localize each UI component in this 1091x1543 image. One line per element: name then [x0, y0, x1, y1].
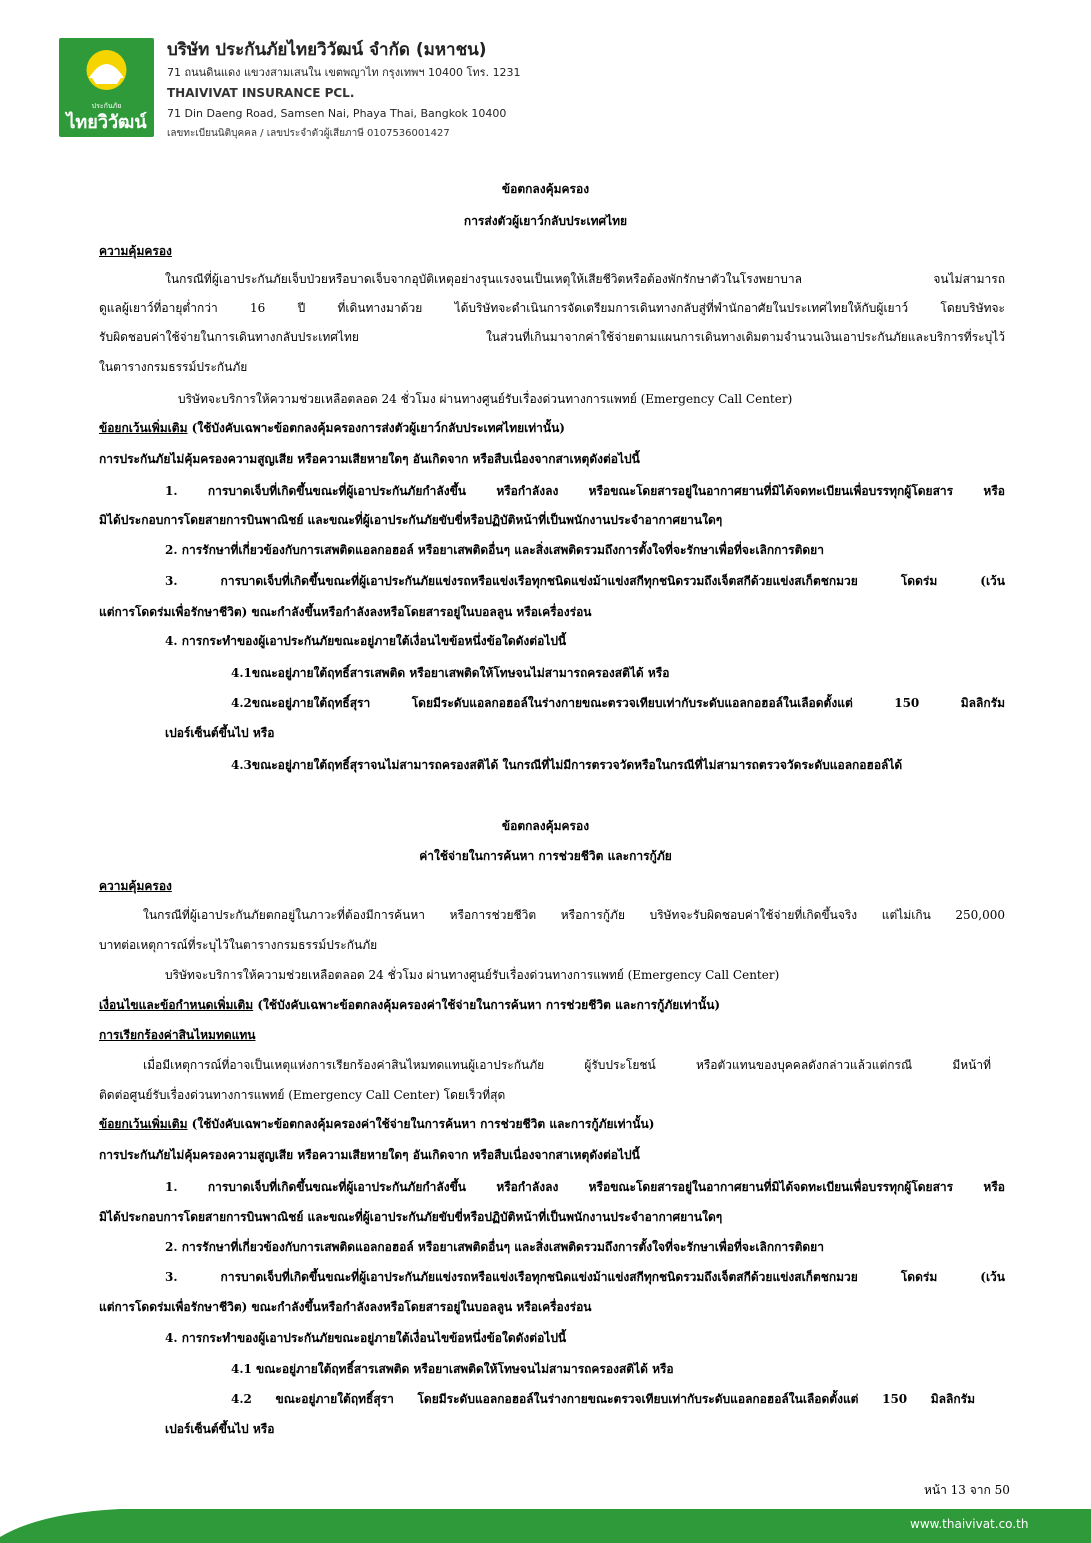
section2-paragraph-line: ในกรณีที่ผู้เอาประกันภัยตกอยู่ในภาวะที่ต้องมีการค้นหา หรือการช่วยชีวิต หรือการกู้ภัย บริษัทจะรับผิดชอบค่าใช้จ่ายที่เกิดขึ้นจริง แต่ไม่เกิน 250,000: [143, 908, 1005, 922]
section1-exclusion-subitem: 4.3ขณะอยู่ภายใต้ฤทธิ์สุราจนไม่สามารถครองสติได้ ในกรณีที่ไม่มีการตรวจวัดหรือในกรณีที่ไม่สามารถตรวจวัดระดับแอลกอฮอล์ได้: [231, 758, 903, 772]
section2-exclusion-item: 3. การบาดเจ็บที่เกิดขึ้นขณะที่ผู้เอาประกันภัยแข่งรถหรือแข่งเรือทุกชนิดแข่งม้าแข่งสกีทุกชนิดรวมถึงเจ็ตสกีด้วยแข่งสเก็ตชกมวย โดดร่ม (เว้น: [165, 1270, 1005, 1284]
section2-claim-line: ติดต่อศูนย์รับเรื่องด่วนทางการแพทย์ (Emergency Call Center) โดยเร็วที่สุด: [99, 1088, 506, 1102]
section1-title: ข้อตกลงคุ้มครอง: [501, 182, 590, 196]
company-name-th: บริษัท ประกันภัยไทยวิวัฒน์ จำกัด (มหาชน): [167, 40, 487, 60]
logo-brand-text: ไทยวิวัฒน์: [66, 112, 147, 133]
company-info: [167, 38, 521, 143]
section1-exclusion-item: 2. การรักษาที่เกี่ยวข้องกับการเสพติดแอลกอฮอล์ หรือยาเสพติดอื่นๆ และสิ่งเสพติดรวมถึงการตั้งใจที่จะรักษาเพื่อที่จะเลิกการติดยา: [165, 543, 824, 557]
section2-exclusion-heading: [99, 1115, 654, 1133]
section1-exclusion-subitem: เปอร์เซ็นต์ขึ้นไป หรือ: [165, 726, 275, 740]
section1-exclusion-item: 3. การบาดเจ็บที่เกิดขึ้นขณะที่ผู้เอาประกันภัยแข่งรถหรือแข่งเรือทุกชนิดแข่งม้าแข่งสกีทุกชนิดรวมถึงเจ็ตสกีด้วยแข่งสเก็ตชกมวย โดดร่ม (เว้น: [165, 574, 1005, 588]
section1-service-note: บริษัทจะบริการให้ความช่วยเหลือตลอด 24 ชั่วโมง ผ่านทางศูนย์รับเรื่องด่วนทางการแพทย์ (Emergency Call Center): [178, 392, 793, 406]
company-logo: [59, 38, 154, 137]
section2-exclusion-item: มิได้ประกอบการโดยสายการบินพาณิชย์ และขณะที่ผู้เอาประกันภัยขับขี่หรือปฏิบัติหน้าที่เป็นพนักงานประจำอากาศยานใดๆ: [99, 1210, 723, 1224]
logo-tagline: ประกันภัย: [91, 102, 122, 110]
section2-conditions-heading: [99, 996, 720, 1014]
section2-paragraph-line: บาทต่อเหตุการณ์ที่ระบุไว้ในตารางกรมธรรม์ประกันภัย: [99, 938, 378, 952]
section2-service-note: บริษัทจะบริการให้ความช่วยเหลือตลอด 24 ชั่วโมง ผ่านทางศูนย์รับเรื่องด่วนทางการแพทย์ (Emergency Call Center): [165, 968, 780, 982]
section2-exclusion-subitem: เปอร์เซ็นต์ขึ้นไป หรือ: [165, 1422, 275, 1436]
section2-subtitle: ค่าใช้จ่ายในการค้นหา การช่วยชีวิต และการกู้ภัย: [419, 849, 672, 863]
company-address-en: 71 Din Daeng Road, Samsen Nai, Phaya Thai, Bangkok 10400: [167, 107, 507, 120]
conditions-label: เงื่อนไขและข้อกำหนดเพิ่มเติม: [99, 998, 254, 1012]
section1-exclusion-item: แต่การโดดร่มเพื่อรักษาชีวิต) ขณะกำลังขึ้นหรือกำลังลงหรือโดยสารอยู่ในบอลลูน หรือเครื่องร่อน: [99, 605, 592, 619]
section1-paragraph-line: ดูแลผู้เยาว์ที่อายุต่ำกว่า 16 ปี ที่เดินทางมาด้วย ได้บริษัทจะดำเนินการจัดเตรียมการเดินทางกลับสู่ที่พำนักอาศัยในประเทศไทยให้กับผู้เยาว์ โดยบริษัทจะ: [99, 301, 1005, 315]
section1-exclusion-subitem: 4.2ขณะอยู่ภายใต้ฤทธิ์สุรา โดยมีระดับแอลกอฮอล์ในร่างกายขณะตรวจเทียบเท่ากับระดับแอลกอฮอล์ในเลือดตั้งแต่ 150 มิลลิกรัม: [231, 696, 1005, 710]
company-address-th: 71 ถนนดินแดง แขวงสามเสนใน เขตพญาไท กรุงเทพฯ 10400 โทร. 1231: [167, 66, 521, 79]
section1-paragraph-line: ในตารางกรมธรรม์ประกันภัย: [99, 360, 248, 374]
exclusion-scope: (ใช้บังคับเฉพาะข้อตกลงคุ้มครองการส่งตัวผู้เยาว์กลับประเทศไทยเท่านั้น): [187, 421, 565, 435]
section2-exclusion-item: 1. การบาดเจ็บที่เกิดขึ้นขณะที่ผู้เอาประกันภัยกำลังขึ้น หรือกำลังลง หรือขณะโดยสารอยู่ในอากาศยานที่มิได้จดทะเบียนเพื่อบรรทุกผู้โดยสาร หรือ: [165, 1180, 1005, 1194]
section1-exclusion-item: มิได้ประกอบการโดยสายการบินพาณิชย์ และขณะที่ผู้เอาประกันภัยขับขี่หรือปฏิบัติหน้าที่เป็นพนักงานประจำอากาศยานใดๆ: [99, 513, 723, 527]
section2-exclusion-subitem: 4.2 ขณะอยู่ภายใต้ฤทธิ์สุรา โดยมีระดับแอลกอฮอล์ในร่างกายขณะตรวจเทียบเท่ากับระดับแอลกอฮอล์ในเลือดตั้งแต่ 150 มิลลิกรัม: [231, 1392, 975, 1406]
section1-exclusion-item: 4. การกระทำของผู้เอาประกันภัยขณะอยู่ภายใต้เงื่อนไขข้อหนึ่งข้อใดดังต่อไปนี้: [165, 634, 567, 648]
section2-exclusion-item: 2. การรักษาที่เกี่ยวข้องกับการเสพติดแอลกอฮอล์ หรือยาเสพติดอื่นๆ และสิ่งเสพติดรวมถึงการตั้งใจที่จะรักษาเพื่อที่จะเลิกการติดยา: [165, 1240, 824, 1254]
section1-exclusion-item: 1. การบาดเจ็บที่เกิดขึ้นขณะที่ผู้เอาประกันภัยกำลังขึ้น หรือกำลังลง หรือขณะโดยสารอยู่ในอากาศยานที่มิได้จดทะเบียนเพื่อบรรทุกผู้โดยสาร หรือ: [165, 484, 1005, 498]
exclusion-label: ข้อยกเว้นเพิ่มเติม: [99, 1117, 188, 1131]
section1-paragraph-line: ในกรณีที่ผู้เอาประกันภัยเจ็บป่วยหรือบาดเจ็บจากอุบัติเหตุอย่างรุนแรงจนเป็นเหตุให้เสียชีวิตหรือต้องพักรักษาตัวในโรงพยาบาล จนไม่สามารถ: [165, 272, 1005, 286]
section2-exclusion-item: แต่การโดดร่มเพื่อรักษาชีวิต) ขณะกำลังขึ้นหรือกำลังลงหรือโดยสารอยู่ในบอลลูน หรือเครื่องร่อน: [99, 1300, 592, 1314]
conditions-scope: (ใช้บังคับเฉพาะข้อตกลงคุ้มครองค่าใช้จ่ายในการค้นหา การช่วยชีวิต และการกู้ภัยเท่านั้น): [253, 998, 721, 1012]
section2-exclusion-intro: การประกันภัยไม่คุ้มครองความสูญเสีย หรือความเสียหายใดๆ อันเกิดจาก หรือสืบเนื่องจากสาเหตุดังต่อไปนี้: [99, 1148, 640, 1162]
exclusion-label: ข้อยกเว้นเพิ่มเติม: [99, 421, 188, 435]
section2-title: ข้อตกลงคุ้มครอง: [501, 819, 590, 833]
section2-exclusion-item: 4. การกระทำของผู้เอาประกันภัยขณะอยู่ภายใต้เงื่อนไขข้อหนึ่งข้อใดดังต่อไปนี้: [165, 1331, 567, 1345]
section2-claim-heading: การเรียกร้องค่าสินไหมทดแทน: [99, 1028, 256, 1042]
section2-exclusion-subitem: 4.1 ขณะอยู่ภายใต้ฤทธิ์สารเสพติด หรือยาเสพติดให้โทษจนไม่สามารถครองสติได้ หรือ: [231, 1362, 674, 1376]
company-name-en: THAIVIVAT INSURANCE PCL.: [167, 86, 355, 100]
exclusion-scope: (ใช้บังคับเฉพาะข้อตกลงคุ้มครองค่าใช้จ่ายในการค้นหา การช่วยชีวิต และการกู้ภัยเท่านั้น): [187, 1117, 655, 1131]
section1-exclusion-intro: การประกันภัยไม่คุ้มครองความสูญเสีย หรือความเสียหายใดๆ อันเกิดจาก หรือสืบเนื่องจากสาเหตุดังต่อไปนี้: [99, 452, 640, 466]
section1-exclusion-subitem: 4.1ขณะอยู่ภายใต้ฤทธิ์สารเสพติด หรือยาเสพติดให้โทษจนไม่สามารถครองสติได้ หรือ: [231, 666, 670, 680]
section2-coverage-heading: ความคุ้มครอง: [99, 879, 172, 893]
footer-website: www.thaivivat.co.th: [910, 1517, 1029, 1531]
section1-coverage-heading: ความคุ้มครอง: [99, 244, 172, 258]
section1-exclusion-heading: [99, 419, 565, 437]
section1-paragraph-line: รับผิดชอบค่าใช้จ่ายในการเดินทางกลับประเทศไทย ในส่วนที่เกินมาจากค่าใช้จ่ายตามแผนการเดินทางเดิมตามจำนวนเงินเอาประกันภัยและบริการที่ระบุไว้: [99, 330, 1005, 344]
page-number: หน้า 13 จาก 50: [924, 1483, 1010, 1497]
section1-subtitle: การส่งตัวผู้เยาว์กลับประเทศไทย: [463, 214, 628, 228]
company-registration: เลขทะเบียนนิติบุคคล / เลขประจำตัวผู้เสียภาษี 0107536001427: [167, 128, 450, 139]
section2-claim-line: เมื่อมีเหตุการณ์ที่อาจเป็นเหตุแห่งการเรียกร้องค่าสินไหมทดแทนผู้เอาประกันภัย ผู้รับประโยชน์ หรือตัวแทนของบุคคลดังกล่าวแล้วแต่กรณี มีหน้าที่: [143, 1058, 991, 1072]
